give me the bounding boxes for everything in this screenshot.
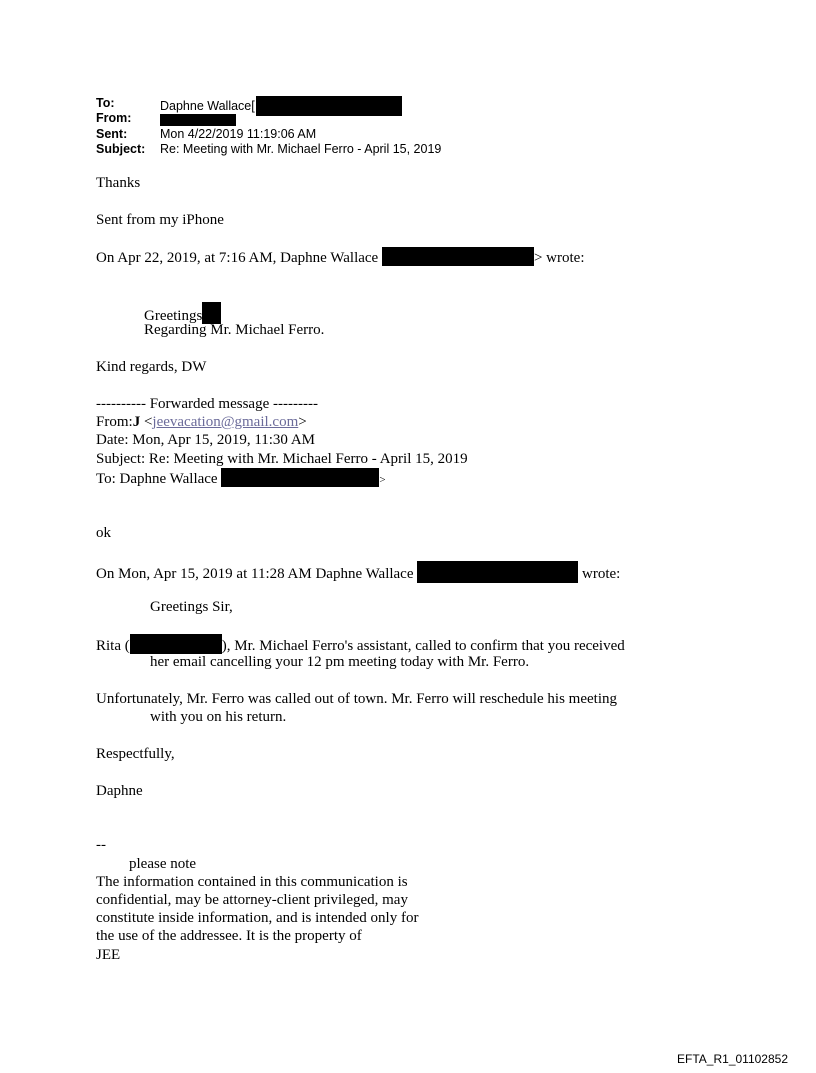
sent-from-text: Sent from my iPhone	[96, 212, 224, 228]
disclaimer-line: constitute inside information, and is intended only for	[96, 910, 419, 926]
quote-prefix-2: On Mon, Apr 15, 2019 at 11:28 AM Daphne Wallace	[96, 566, 414, 582]
from-label: From:	[96, 111, 132, 125]
greetings-sir: Greetings Sir,	[150, 599, 233, 615]
bracket-close: >	[298, 414, 307, 430]
redaction	[130, 634, 222, 654]
please-note: please note	[129, 856, 197, 872]
unfortunately-line1: Unfortunately, Mr. Ferro was called out of town. Mr. Ferro will reschedule his meeting	[96, 691, 617, 707]
redaction	[417, 561, 578, 583]
email-link[interactable]: jeevacation@gmail.com	[152, 414, 299, 430]
from-label-fwd: From:	[96, 414, 133, 430]
redaction	[256, 96, 402, 116]
disclaimer-line: The information contained in this communication is	[96, 874, 408, 890]
quote-line	[96, 247, 585, 267]
subject-label: Subject:	[96, 142, 146, 156]
bracket-open: <	[140, 414, 153, 430]
to-text-fwd: To: Daphne Wallace	[96, 471, 218, 487]
to-close-fwd: >	[379, 474, 386, 486]
quote-suffix-2: wrote:	[582, 566, 621, 582]
from-value	[160, 112, 236, 126]
disclaimer-line: JEE	[96, 947, 121, 963]
disclaimer-line: confidential, may be attorney-client privileged, may	[96, 892, 408, 908]
signature: Daphne	[96, 783, 143, 799]
subject-value: Re: Meeting with Mr. Michael Ferro - April 15, 2019	[160, 142, 442, 156]
greeting-word: Greetings	[144, 308, 203, 324]
redaction	[382, 247, 534, 266]
thanks-text: Thanks	[96, 175, 141, 191]
redaction	[160, 114, 236, 126]
forwarded-to	[96, 468, 386, 489]
quote-suffix: > wrote:	[533, 250, 585, 266]
quote-prefix: On Apr 22, 2019, at 7:16 AM, Daphne Wallace	[96, 250, 379, 266]
redaction	[221, 468, 379, 487]
forwarded-divider: ---------- Forwarded message ---------	[96, 396, 318, 412]
from-name-fwd: J	[132, 414, 141, 430]
document-id: EFTA_R1_01102852	[677, 1052, 788, 1066]
rita-prefix: Rita (	[96, 638, 130, 654]
sig-dashes: --	[96, 837, 106, 853]
rita-line2: her email cancelling your 12 pm meeting today with Mr. Ferro.	[150, 654, 530, 670]
forwarded-date: Date: Mon, Apr 15, 2019, 11:30 AM	[96, 432, 316, 448]
quote-line-2	[96, 561, 620, 583]
rita-suffix: ), Mr. Michael Ferro's assistant, called to confirm that you received	[221, 638, 625, 654]
closing: Respectfully,	[96, 746, 175, 762]
to-label: To:	[96, 96, 115, 110]
to-name: Daphne Wallace[	[160, 99, 255, 113]
forwarded-from	[96, 413, 307, 431]
greeting-line2: Regarding Mr. Michael Ferro.	[144, 322, 325, 338]
email-header	[96, 96, 496, 158]
unfortunately-line2: with you on his return.	[150, 709, 287, 725]
kind-regards: Kind regards, DW	[96, 359, 207, 375]
sent-label: Sent:	[96, 127, 128, 141]
disclaimer-line: the use of the addressee. It is the property of	[96, 928, 362, 944]
ok-text: ok	[96, 525, 111, 541]
rita-line	[96, 634, 625, 655]
forwarded-subject: Subject: Re: Meeting with Mr. Michael Ferro - April 15, 2019	[96, 451, 468, 467]
sent-value: Mon 4/22/2019 11:19:06 AM	[160, 127, 317, 141]
